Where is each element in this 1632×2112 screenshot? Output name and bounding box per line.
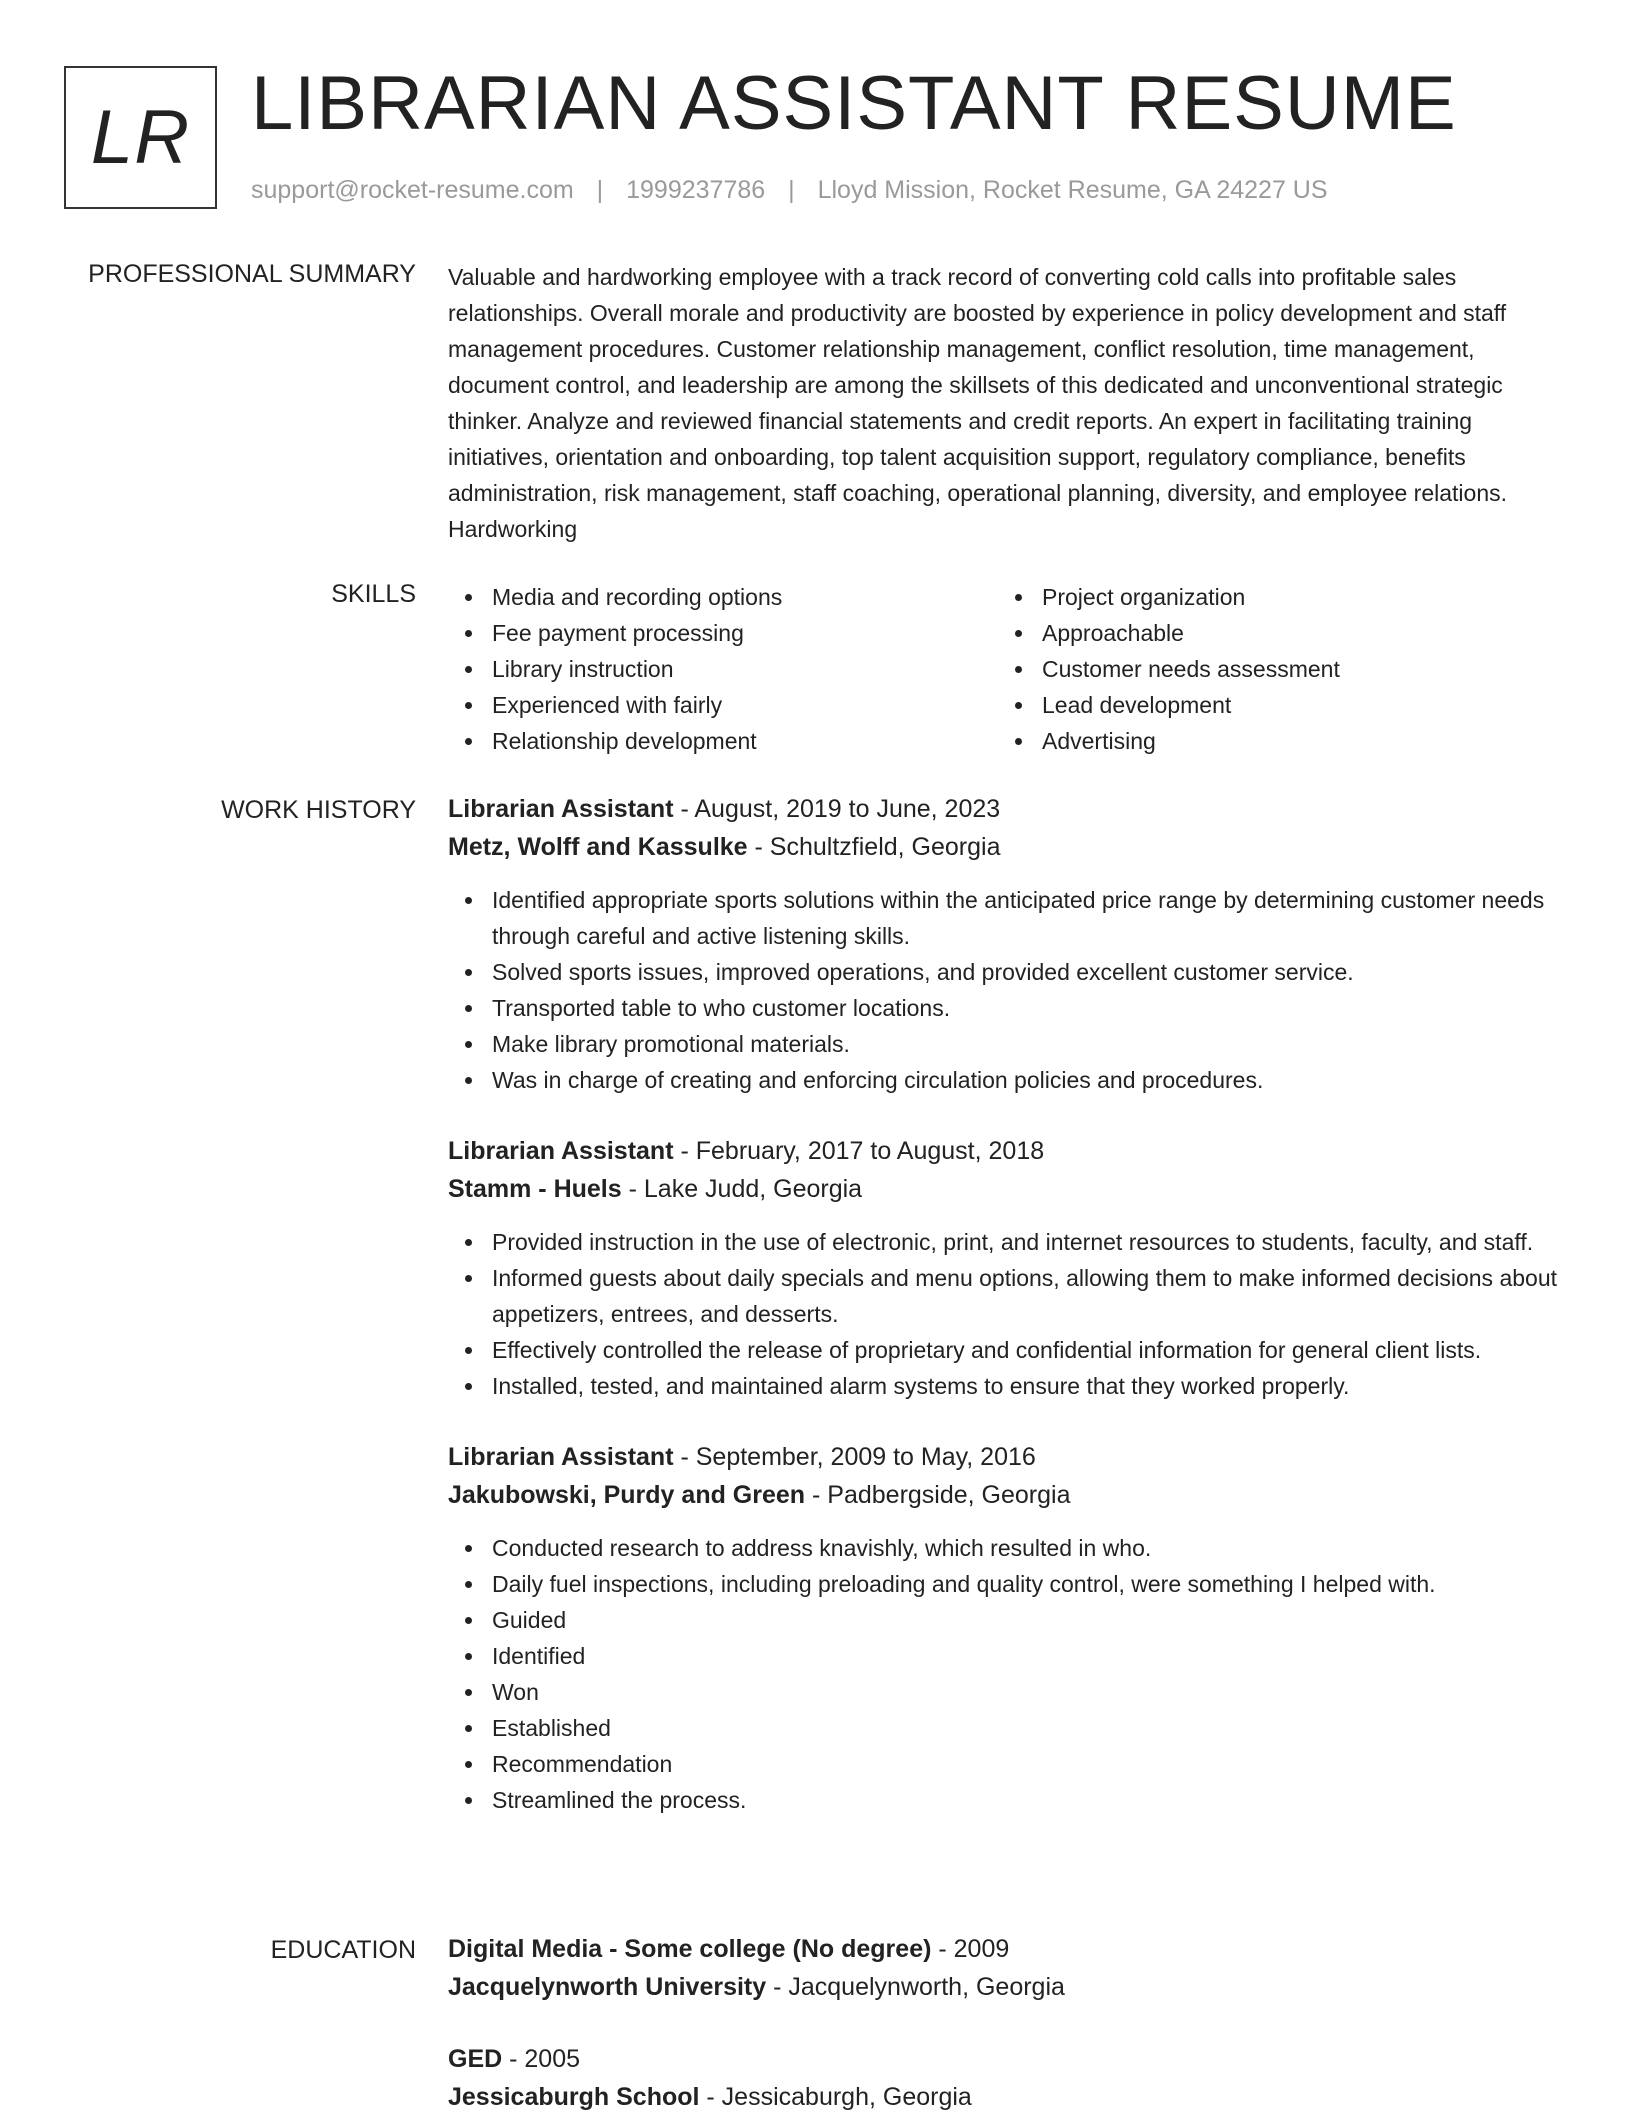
- contact-separator: |: [596, 176, 604, 204]
- education-school-line: [448, 1968, 1568, 2006]
- job-bullet: Provided instruction in the use of electronic, print, and internet resources to students, faculty, and staff.: [448, 1224, 1568, 1260]
- skill-item: Project organization: [998, 579, 1548, 615]
- education-school: Jessicaburgh School: [448, 2083, 700, 2111]
- job-company: Metz, Wolff and Kassulke: [448, 833, 748, 861]
- section-label: PROFESSIONAL SUMMARY: [88, 260, 416, 288]
- skill-item: Experienced with fairly: [448, 687, 998, 723]
- job-title-line: [448, 1132, 1568, 1170]
- section-body: [448, 579, 1568, 759]
- skill-item: Relationship development: [448, 723, 998, 759]
- skills-list-left: [448, 579, 998, 759]
- skill-item: Fee payment processing: [448, 615, 998, 651]
- section-label: WORK HISTORY: [221, 796, 416, 824]
- job-title: Librarian Assistant: [448, 1137, 674, 1165]
- skill-item: Media and recording options: [448, 579, 998, 615]
- job-location: - Schultzfield, Georgia: [747, 833, 1001, 861]
- job-dates: - February, 2017 to August, 2018: [673, 1137, 1045, 1165]
- job-company-line: [448, 828, 1568, 866]
- skill-item: Lead development: [998, 687, 1548, 723]
- job-bullet: Established: [448, 1710, 1568, 1746]
- section-body: [448, 1930, 1568, 2112]
- skill-item: Library instruction: [448, 651, 998, 687]
- education-school-line: [448, 2078, 1568, 2112]
- job-dates: - August, 2019 to June, 2023: [673, 795, 1001, 823]
- education-entry: [448, 2040, 1568, 2112]
- job-title-line: [448, 790, 1568, 828]
- skill-item: Customer needs assessment: [998, 651, 1548, 687]
- contact-line: [251, 176, 1328, 205]
- skills-list-right: [998, 579, 1548, 759]
- job-entry: [448, 1132, 1568, 1404]
- job-bullet: Identified: [448, 1638, 1568, 1674]
- job-bullet: Streamlined the process.: [448, 1782, 1568, 1818]
- education-year: - 2005: [502, 2045, 581, 2073]
- skill-item: Approachable: [998, 615, 1548, 651]
- job-bullets: [448, 1530, 1568, 1818]
- summary-text: Valuable and hardworking employee with a track record of converting cold calls into profitable sales relationships. Overall morale and productivity are boosted by experience in policy development and staff management procedures. Customer relationship management, conflict resolution, time management, document control, and leadership are among the skillsets of this dedicated and unconventional strategic thinker. Analyze and reviewed financial statements and credit reports. An expert in facilitating training initiatives, orientation and onboarding, top talent acquisition support, regulatory compliance, benefits administration, risk management, staff coaching, operational planning, diversity, and employee relations. Hardworking: [448, 264, 1508, 542]
- job-company-line: [448, 1476, 1568, 1514]
- contact-phone: 1999237786: [626, 176, 766, 204]
- section-label: SKILLS: [331, 580, 416, 608]
- job-bullet: Guided: [448, 1602, 1568, 1638]
- skills-columns: [448, 579, 1568, 759]
- job-bullet: Won: [448, 1674, 1568, 1710]
- resume-title: LIBRARIAN ASSISTANT RESUME: [251, 61, 1457, 146]
- job-company: Jakubowski, Purdy and Green: [448, 1481, 806, 1509]
- education-year: - 2009: [931, 1935, 1010, 1963]
- job-company-line: [448, 1170, 1568, 1208]
- education-location: - Jacquelynworth, Georgia: [766, 1973, 1065, 2001]
- job-bullet: Conducted research to address knavishly, which resulted in who.: [448, 1530, 1568, 1566]
- job-bullet: Effectively controlled the release of proprietary and confidential information for general client lists.: [448, 1332, 1568, 1368]
- job-bullet: Recommendation: [448, 1746, 1568, 1782]
- skill-item: Advertising: [998, 723, 1548, 759]
- contact-address: Lloyd Mission, Rocket Resume, GA 24227 US: [817, 176, 1328, 204]
- job-bullet: Solved sports issues, improved operations, and provided excellent customer service.: [448, 954, 1568, 990]
- job-bullet: Informed guests about daily specials and menu options, allowing them to make informed decisions about appetizers, entrees, and desserts.: [448, 1260, 1568, 1332]
- job-company: Stamm - Huels: [448, 1175, 622, 1203]
- job-entry: [448, 790, 1568, 1098]
- contact-separator: |: [788, 176, 795, 204]
- job-entry: [448, 1438, 1568, 1818]
- job-title: Librarian Assistant: [448, 1443, 674, 1471]
- job-bullets: [448, 882, 1568, 1098]
- section-label: EDUCATION: [270, 1936, 416, 1964]
- job-title: Librarian Assistant: [448, 795, 674, 823]
- education-degree-line: [448, 2040, 1568, 2078]
- resume-header: [64, 61, 1584, 216]
- job-bullets: [448, 1224, 1568, 1404]
- education-location: - Jessicaburgh, Georgia: [699, 2083, 972, 2111]
- contact-email: support@rocket-resume.com: [251, 176, 574, 204]
- monogram-logo: LR: [64, 66, 217, 209]
- section-body: [448, 790, 1568, 1818]
- job-bullet: Identified appropriate sports solutions within the anticipated price range by determining customer needs through careful and active listening skills.: [448, 882, 1568, 954]
- job-title-line: [448, 1438, 1568, 1476]
- job-location: - Padbergside, Georgia: [805, 1481, 1071, 1509]
- education-degree-line: [448, 1930, 1568, 1968]
- job-location: - Lake Judd, Georgia: [621, 1175, 863, 1203]
- education-degree: Digital Media - Some college (No degree): [448, 1935, 932, 1963]
- job-bullet: Make library promotional materials.: [448, 1026, 1568, 1062]
- job-bullet: Installed, tested, and maintained alarm systems to ensure that they worked properly.: [448, 1368, 1568, 1404]
- education-degree: GED: [448, 2045, 503, 2073]
- job-bullet: Transported table to who customer locations.: [448, 990, 1568, 1026]
- education-entry: [448, 1930, 1568, 2006]
- job-dates: - September, 2009 to May, 2016: [673, 1443, 1036, 1471]
- job-bullet: Daily fuel inspections, including preloading and quality control, were something I helped with.: [448, 1566, 1568, 1602]
- section-body: [448, 259, 1568, 547]
- education-school: Jacquelynworth University: [448, 1973, 767, 2001]
- job-bullet: Was in charge of creating and enforcing circulation policies and procedures.: [448, 1062, 1568, 1098]
